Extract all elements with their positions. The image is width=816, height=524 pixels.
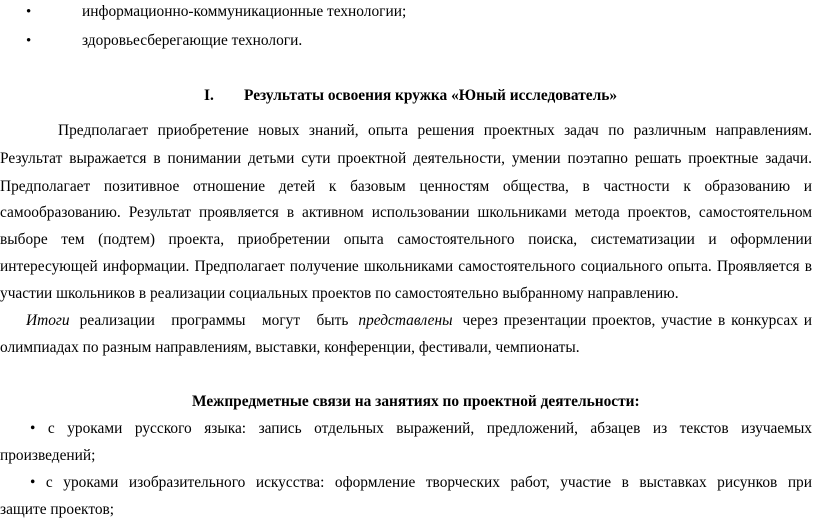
paragraph-line: Предполагает позитивное отношение детей к базовым ценностям общества, в частности к образованию и xyxy=(0,178,812,195)
itogi-text-2: через презентации проектов, участие в конкурсах и xyxy=(462,312,812,329)
paragraph-line: Результат выражается в понимании детьми сути проектной деятельности, умении поэтапно решать проектные задачи. xyxy=(0,150,812,167)
list-item: информационно-коммуникационные технологии; xyxy=(82,3,407,20)
itogi-word: Итоги xyxy=(26,312,70,329)
paragraph-line: участии школьников в реализации социальных проектов по самостоятельно выбранному направлению. xyxy=(0,285,679,302)
itogi-line-2: олимпиадах по разным направлениям, выставки, конференции, фестивали, чемпионаты. xyxy=(0,339,580,356)
mezh-item-line: • с уроками русского языка: запись отдельных выражений, предложений, абзацев из текстов изучаемых xyxy=(30,420,812,437)
mezh-item-line: • с уроками изобразительного искусства: оформление творческих работ, участие в выставках рисунков при xyxy=(30,474,812,491)
itogi-text: реализации программы могут быть xyxy=(79,312,349,329)
itogi-line-1 xyxy=(26,311,812,331)
paragraph-line: выборе тем (подтем) проекта, приобретении опыта самостоятельного поиска, систематизации и оформлении xyxy=(0,231,812,248)
bullet-icon: • xyxy=(26,4,32,20)
bullet-icon: • xyxy=(26,33,32,49)
paragraph-line: самообразованию. Результат проявляется в активном использовании школьниками метода проектов, самостоятельном xyxy=(0,204,812,221)
paragraph-line: интересующей информации. Предполагает получение школьниками самостоятельного социального опыта. Проявляется в xyxy=(0,258,812,275)
mezh-heading: Межпредметные связи на занятиях по проектной деятельности: xyxy=(192,393,640,410)
mezh-item-line: защите проектов; xyxy=(0,501,115,518)
list-item: здоровьесберегающие технологи. xyxy=(82,32,303,49)
mezh-item-line: произведений; xyxy=(0,447,96,464)
paragraph-line: Предполагает приобретение новых знаний, опыта решения проектных задач по различным направлениям. xyxy=(58,122,812,139)
predstavleny-word: представлены xyxy=(358,312,453,329)
section-title: Результаты освоения кружка «Юный исследователь» xyxy=(244,87,618,104)
section-number: I. xyxy=(204,87,214,104)
